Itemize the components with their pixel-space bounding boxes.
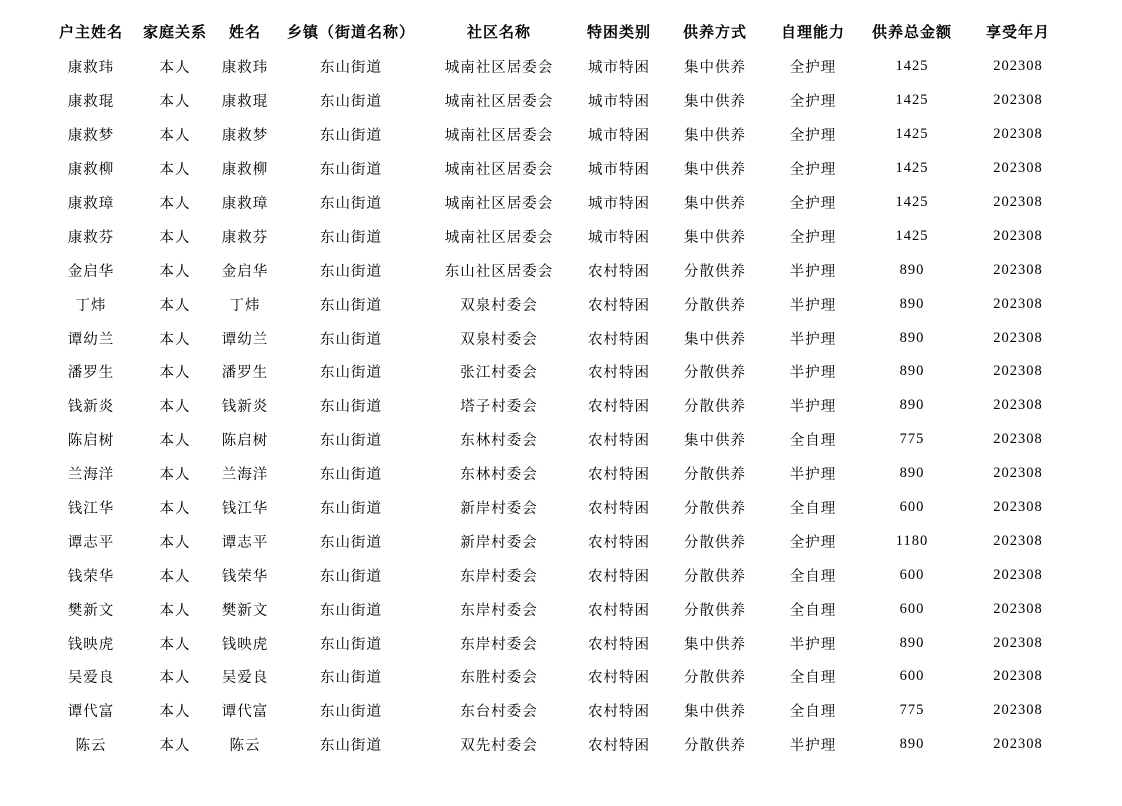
cell: 分散供养 [684,399,746,416]
cell: 600 [899,668,925,685]
table-row [45,253,1073,287]
cell: 202308 [993,58,1043,75]
cell: 钱映虎 [221,636,269,653]
cell: 东山街道 [320,196,382,212]
cell: 202308 [993,126,1043,143]
cell: 农村特困 [588,263,650,280]
cell: 东山街道 [320,263,382,280]
cell: 本人 [159,263,191,280]
table-row [45,491,1073,525]
cell: 全自理 [789,602,837,619]
cell: 本人 [159,365,191,382]
cell: 半护理 [789,297,837,314]
cell: 半护理 [789,399,837,416]
cell: 东山街道 [320,229,382,246]
cell: 890 [899,363,925,380]
table-row [45,524,1073,558]
cell: 分散供养 [684,501,746,518]
table-row [45,355,1073,389]
cell: 农村特困 [588,365,650,382]
cell: 农村特困 [588,433,650,450]
cell: 东山街道 [320,467,382,484]
table-row [45,321,1073,355]
cell: 吴爱良 [67,670,115,687]
cell: 本人 [159,94,191,111]
cell: 890 [899,329,925,346]
cell: 全护理 [789,534,837,551]
cell: 202308 [993,431,1043,448]
cell: 分散供养 [684,263,746,280]
cell: 东山街道 [320,704,382,721]
cell: 东林村委会 [460,467,538,484]
cell: 康救玮 [221,60,269,77]
cell: 潘罗生 [67,365,115,382]
cell: 钱荣华 [67,568,115,585]
cell: 890 [899,465,925,482]
cell: 谭代富 [221,704,269,721]
cell: 202308 [993,566,1043,583]
cell: 202308 [993,227,1043,244]
cell: 东山街道 [320,128,382,145]
cell: 全自理 [789,501,837,518]
cell: 半护理 [789,738,837,755]
cell: 钱新炎 [221,399,269,416]
cell: 890 [899,397,925,414]
cell: 202308 [993,160,1043,177]
cell: 农村特困 [588,704,650,721]
cell: 202308 [993,261,1043,278]
cell: 全护理 [789,128,837,145]
cell: 集中供养 [684,433,746,450]
cell: 东岸村委会 [460,568,538,585]
cell: 农村特困 [588,331,650,348]
cell: 202308 [993,465,1043,482]
cell: 本人 [159,738,191,755]
column-header: 乡镇（街道名称） [286,25,415,41]
cell: 陈云 [229,738,261,755]
cell: 陈启树 [67,433,115,450]
cell: 775 [899,431,925,448]
cell: 本人 [159,534,191,551]
cell: 双泉村委会 [460,297,538,314]
cell: 双先村委会 [460,738,538,755]
cell: 东胜村委会 [460,670,538,687]
cell: 东山街道 [320,331,382,348]
cell: 新岸村委会 [460,534,538,551]
cell: 890 [899,634,925,651]
cell: 分散供养 [684,602,746,619]
cell: 890 [899,736,925,753]
cell: 本人 [159,196,191,212]
cell: 东山街道 [320,399,382,416]
cell: 202308 [993,668,1043,685]
cell: 兰海洋 [221,467,269,484]
cell: 樊新文 [221,602,269,619]
cell: 集中供养 [684,162,746,179]
header-row [45,13,1073,50]
column-header: 自理能力 [780,25,845,41]
cell: 全护理 [789,162,837,179]
cell: 集中供养 [684,704,746,721]
cell: 集中供养 [684,331,746,348]
table-row [45,118,1073,152]
cell: 潘罗生 [221,365,269,382]
cell: 202308 [993,329,1043,346]
cell: 集中供养 [684,60,746,77]
cell: 1425 [895,227,929,244]
cell: 890 [899,295,925,312]
column-header: 姓名 [228,25,261,41]
cell: 钱江华 [221,501,269,518]
cell: 康救芬 [67,229,115,246]
cell: 农村特困 [588,738,650,755]
cell: 1425 [895,92,929,109]
column-header: 特困类别 [586,25,651,41]
cell: 本人 [159,501,191,518]
cell: 康救柳 [67,162,115,179]
cell: 康救梦 [67,128,115,145]
cell: 农村特困 [588,297,650,314]
cell: 谭幼兰 [221,331,269,348]
cell: 城南社区居委会 [444,94,554,111]
document-sheet [0,13,1122,806]
column-header: 供养方式 [682,25,747,41]
cell: 城南社区居委会 [444,128,554,145]
cell: 全护理 [789,60,837,77]
cell: 202308 [993,499,1043,516]
cell: 202308 [993,194,1043,210]
cell: 1425 [895,194,929,210]
cell: 本人 [159,568,191,585]
cell: 康救璋 [221,196,269,212]
cell: 202308 [993,295,1043,312]
table-row [45,694,1073,728]
cell: 分散供养 [684,534,746,551]
cell: 1425 [895,58,929,75]
cell: 丁炜 [75,297,107,314]
cell: 金启华 [221,263,269,280]
cell: 陈云 [75,738,107,755]
cell: 金启华 [67,263,115,280]
cell: 农村特困 [588,467,650,484]
cell: 半护理 [789,365,837,382]
table-row [45,50,1073,84]
cell: 1425 [895,126,929,143]
cell: 城市特困 [588,94,650,111]
cell: 600 [899,566,925,583]
cell: 张江村委会 [460,365,538,382]
cell: 本人 [159,297,191,314]
cell: 分散供养 [684,297,746,314]
cell: 本人 [159,399,191,416]
cell: 樊新文 [67,602,115,619]
cell: 全护理 [789,196,837,212]
cell: 农村特困 [588,602,650,619]
table-row [45,186,1073,220]
cell: 农村特困 [588,568,650,585]
cell: 集中供养 [684,229,746,246]
cell: 东岸村委会 [460,636,538,653]
cell: 半护理 [789,263,837,280]
cell: 康救梦 [221,128,269,145]
cell: 202308 [993,736,1043,753]
cell: 202308 [993,92,1043,109]
cell: 本人 [159,433,191,450]
table-row [45,558,1073,592]
records-table [45,13,1073,762]
cell: 东山街道 [320,501,382,518]
cell: 1425 [895,160,929,177]
cell: 城市特困 [588,128,650,145]
cell: 本人 [159,467,191,484]
cell: 东山街道 [320,162,382,179]
cell: 东山街道 [320,738,382,755]
cell: 农村特困 [588,399,650,416]
cell: 东台村委会 [460,704,538,721]
cell: 东山街道 [320,636,382,653]
table-header [45,13,1073,50]
cell: 本人 [159,636,191,653]
table-row [45,626,1073,660]
cell: 康救柳 [221,162,269,179]
cell: 东岸村委会 [460,602,538,619]
cell: 康救璋 [67,196,115,212]
column-header: 享受年月 [985,25,1050,41]
table-row [45,457,1073,491]
table-row [45,389,1073,423]
cell: 钱荣华 [221,568,269,585]
cell: 本人 [159,670,191,687]
cell: 全护理 [789,94,837,111]
cell: 丁炜 [229,297,261,314]
table-row [45,84,1073,118]
cell: 康救玮 [67,60,115,77]
cell: 康救琨 [221,94,269,111]
table-row [45,592,1073,626]
cell: 钱新炎 [67,399,115,416]
column-header: 社区名称 [466,25,531,41]
column-header: 供养总金额 [871,25,952,41]
cell: 谭幼兰 [67,331,115,348]
cell: 钱江华 [67,501,115,518]
cell: 东山街道 [320,94,382,111]
cell: 新岸村委会 [460,501,538,518]
cell: 202308 [993,600,1043,617]
cell: 城南社区居委会 [444,196,554,212]
cell: 东山街道 [320,602,382,619]
cell: 全自理 [789,433,837,450]
cell: 本人 [159,229,191,246]
table-row [45,660,1073,694]
cell: 谭志平 [67,534,115,551]
cell: 双泉村委会 [460,331,538,348]
cell: 半护理 [789,636,837,653]
cell: 农村特困 [588,636,650,653]
cell: 钱映虎 [67,636,115,653]
table-row [45,219,1073,253]
cell: 600 [899,600,925,617]
column-header: 家庭关系 [142,25,207,41]
cell: 城南社区居委会 [444,229,554,246]
cell: 农村特困 [588,534,650,551]
cell: 分散供养 [684,568,746,585]
cell: 塔子村委会 [460,399,538,416]
cell: 本人 [159,128,191,145]
cell: 东山社区居委会 [444,263,554,280]
cell: 全自理 [789,704,837,721]
cell: 农村特困 [588,501,650,518]
cell: 城南社区居委会 [444,162,554,179]
cell: 202308 [993,702,1043,719]
cell: 城市特困 [588,196,650,212]
cell: 本人 [159,331,191,348]
cell: 本人 [159,704,191,721]
cell: 谭代富 [67,704,115,721]
cell: 吴爱良 [221,670,269,687]
cell: 分散供养 [684,467,746,484]
cell: 分散供养 [684,738,746,755]
cell: 分散供养 [684,670,746,687]
cell: 全自理 [789,568,837,585]
cell: 谭志平 [221,534,269,551]
cell: 东山街道 [320,297,382,314]
cell: 兰海洋 [67,467,115,484]
cell: 集中供养 [684,94,746,111]
cell: 东山街道 [320,60,382,77]
cell: 890 [899,261,925,278]
cell: 康救芬 [221,229,269,246]
cell: 202308 [993,397,1043,414]
cell: 东山街道 [320,433,382,450]
cell: 东山街道 [320,670,382,687]
cell: 全自理 [789,670,837,687]
cell: 1180 [895,532,929,549]
cell: 东林村委会 [460,433,538,450]
cell: 陈启树 [221,433,269,450]
table-row [45,287,1073,321]
cell: 本人 [159,162,191,179]
cell: 半护理 [789,467,837,484]
cell: 城市特困 [588,229,650,246]
cell: 202308 [993,634,1043,651]
table-body [45,50,1073,762]
cell: 分散供养 [684,365,746,382]
cell: 本人 [159,602,191,619]
cell: 600 [899,499,925,516]
cell: 城南社区居委会 [444,60,554,77]
cell: 202308 [993,363,1043,380]
cell: 集中供养 [684,196,746,212]
cell: 775 [899,702,925,719]
cell: 集中供养 [684,636,746,653]
table-row [45,728,1073,762]
cell: 全护理 [789,229,837,246]
cell: 半护理 [789,331,837,348]
column-header: 户主姓名 [58,25,123,41]
cell: 集中供养 [684,128,746,145]
table-row [45,423,1073,457]
cell: 康救琨 [67,94,115,111]
cell: 本人 [159,60,191,77]
cell: 202308 [993,532,1043,549]
cell: 东山街道 [320,534,382,551]
table-row [45,152,1073,186]
cell: 东山街道 [320,568,382,585]
cell: 城市特困 [588,162,650,179]
cell: 东山街道 [320,365,382,382]
cell: 农村特困 [588,670,650,687]
cell: 城市特困 [588,60,650,77]
